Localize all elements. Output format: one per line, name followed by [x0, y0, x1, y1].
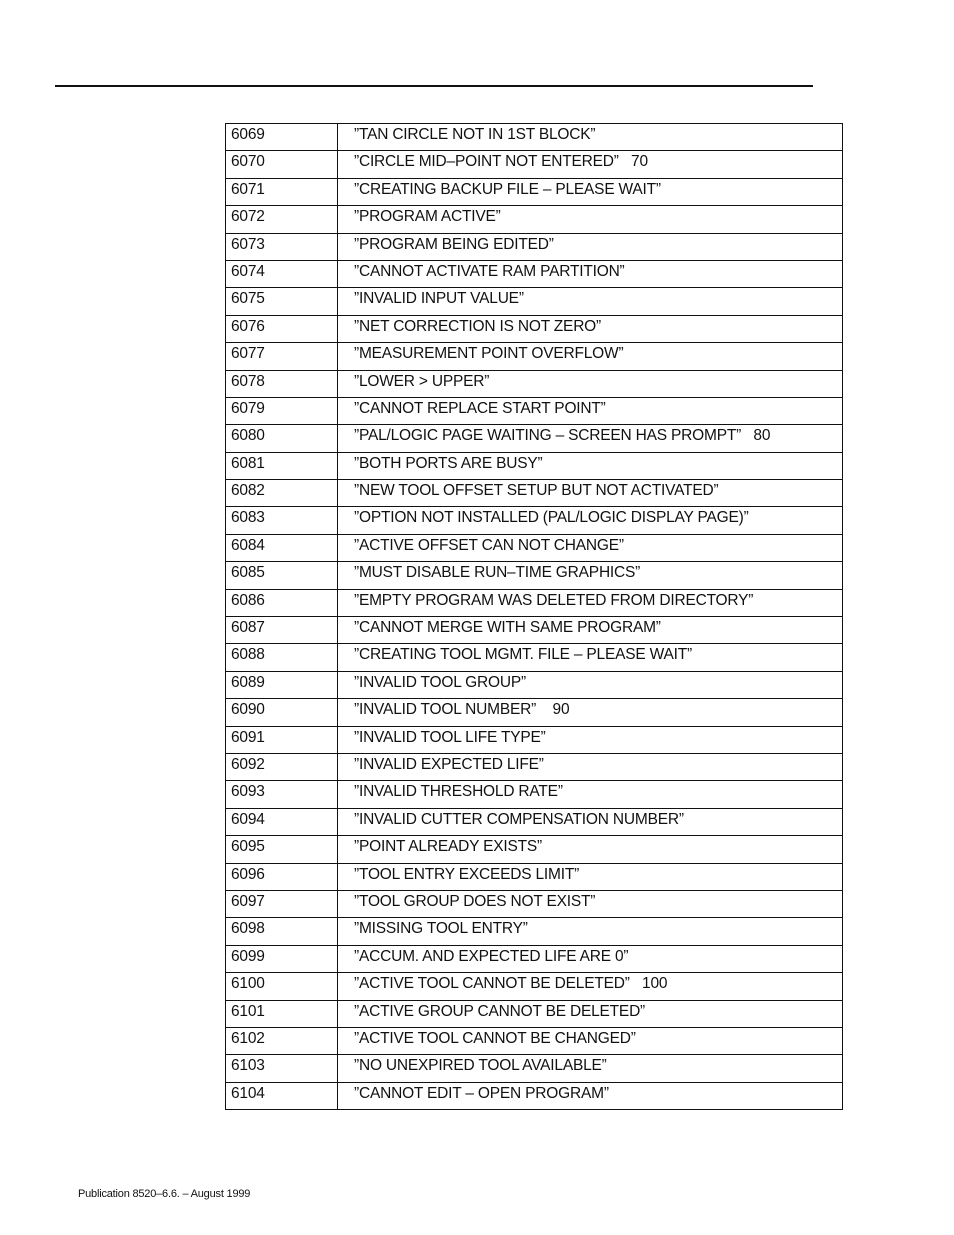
- error-code-cell: 6083: [226, 507, 338, 534]
- error-message-cell: ”INVALID THRESHOLD RATE”: [338, 781, 843, 808]
- error-code-cell: 6088: [226, 644, 338, 671]
- error-message-cell: ”CANNOT MERGE WITH SAME PROGRAM”: [338, 617, 843, 644]
- error-code-cell: 6072: [226, 206, 338, 233]
- error-message-cell: ”INVALID TOOL NUMBER” 90: [338, 699, 843, 726]
- error-message-cell: ”NET CORRECTION IS NOT ZERO”: [338, 315, 843, 342]
- table-row: [226, 370, 843, 397]
- error-code-cell: 6078: [226, 370, 338, 397]
- table-row: [226, 151, 843, 178]
- table-row: [226, 452, 843, 479]
- error-message-cell: ”NO UNEXPIRED TOOL AVAILABLE”: [338, 1055, 843, 1082]
- error-message-cell: ”PROGRAM ACTIVE”: [338, 206, 843, 233]
- error-code-cell: 6102: [226, 1027, 338, 1054]
- error-message-cell: ”INVALID INPUT VALUE”: [338, 288, 843, 315]
- error-message-cell: ”TOOL GROUP DOES NOT EXIST”: [338, 890, 843, 917]
- error-message-cell: ”INVALID CUTTER COMPENSATION NUMBER”: [338, 808, 843, 835]
- error-message-cell: ”PAL/LOGIC PAGE WAITING – SCREEN HAS PROMPT” 80: [338, 425, 843, 452]
- table-row: [226, 781, 843, 808]
- error-code-cell: 6103: [226, 1055, 338, 1082]
- error-message-cell: ”TOOL ENTRY EXCEEDS LIMIT”: [338, 863, 843, 890]
- error-code-cell: 6084: [226, 534, 338, 561]
- table-row: [226, 315, 843, 342]
- error-code-cell: 6080: [226, 425, 338, 452]
- error-code-cell: 6070: [226, 151, 338, 178]
- error-code-cell: 6077: [226, 343, 338, 370]
- error-code-cell: 6094: [226, 808, 338, 835]
- table-row: [226, 480, 843, 507]
- table-row: [226, 1082, 843, 1109]
- error-code-cell: 6104: [226, 1082, 338, 1109]
- error-code-cell: 6089: [226, 671, 338, 698]
- error-code-cell: 6090: [226, 699, 338, 726]
- error-message-cell: ”CREATING BACKUP FILE – PLEASE WAIT”: [338, 178, 843, 205]
- table-row: [226, 671, 843, 698]
- table-row: [226, 589, 843, 616]
- error-code-cell: 6093: [226, 781, 338, 808]
- table-row: [226, 206, 843, 233]
- error-code-cell: 6100: [226, 973, 338, 1000]
- error-message-cell: ”CANNOT EDIT – OPEN PROGRAM”: [338, 1082, 843, 1109]
- error-message-cell: ”PROGRAM BEING EDITED”: [338, 233, 843, 260]
- error-message-cell: ”INVALID EXPECTED LIFE”: [338, 753, 843, 780]
- error-code-cell: 6091: [226, 726, 338, 753]
- error-message-cell: ”ACTIVE OFFSET CAN NOT CHANGE”: [338, 534, 843, 561]
- error-code-cell: 6076: [226, 315, 338, 342]
- error-code-cell: 6092: [226, 753, 338, 780]
- error-code-cell: 6069: [226, 124, 338, 151]
- error-message-cell: ”ACTIVE GROUP CANNOT BE DELETED”: [338, 1000, 843, 1027]
- publication-footer: Publication 8520–6.6. – August 1999: [78, 1188, 251, 1200]
- error-code-cell: 6096: [226, 863, 338, 890]
- error-code-cell: 6098: [226, 918, 338, 945]
- error-code-table: [225, 123, 843, 1110]
- error-message-cell: ”ACCUM. AND EXPECTED LIFE ARE 0”: [338, 945, 843, 972]
- error-message-cell: ”INVALID TOOL LIFE TYPE”: [338, 726, 843, 753]
- table-row: [226, 507, 843, 534]
- error-code-cell: 6087: [226, 617, 338, 644]
- error-message-cell: ”ACTIVE TOOL CANNOT BE CHANGED”: [338, 1027, 843, 1054]
- error-code-cell: 6081: [226, 452, 338, 479]
- error-code-cell: 6099: [226, 945, 338, 972]
- table-row: [226, 644, 843, 671]
- table-row: [226, 918, 843, 945]
- table-row: [226, 699, 843, 726]
- table-row: [226, 343, 843, 370]
- table-row: [226, 260, 843, 287]
- table-row: [226, 1055, 843, 1082]
- table-row: [226, 945, 843, 972]
- error-message-cell: ”CANNOT REPLACE START POINT”: [338, 397, 843, 424]
- error-code-cell: 6074: [226, 260, 338, 287]
- table-row: [226, 1000, 843, 1027]
- error-message-cell: ”TAN CIRCLE NOT IN 1ST BLOCK”: [338, 124, 843, 151]
- error-message-cell: ”MUST DISABLE RUN–TIME GRAPHICS”: [338, 562, 843, 589]
- table-row: [226, 836, 843, 863]
- error-message-cell: ”ACTIVE TOOL CANNOT BE DELETED” 100: [338, 973, 843, 1000]
- table-row: [226, 397, 843, 424]
- error-code-cell: 6085: [226, 562, 338, 589]
- table-row: [226, 288, 843, 315]
- error-message-cell: ”CIRCLE MID–POINT NOT ENTERED” 70: [338, 151, 843, 178]
- error-message-cell: ”NEW TOOL OFFSET SETUP BUT NOT ACTIVATED”: [338, 480, 843, 507]
- error-message-cell: ”MISSING TOOL ENTRY”: [338, 918, 843, 945]
- table-row: [226, 562, 843, 589]
- error-code-cell: 6101: [226, 1000, 338, 1027]
- error-message-cell: ”CANNOT ACTIVATE RAM PARTITION”: [338, 260, 843, 287]
- error-message-cell: ”MEASUREMENT POINT OVERFLOW”: [338, 343, 843, 370]
- table-row: [226, 973, 843, 1000]
- error-message-cell: ”OPTION NOT INSTALLED (PAL/LOGIC DISPLAY PAGE)”: [338, 507, 843, 534]
- error-message-cell: ”BOTH PORTS ARE BUSY”: [338, 452, 843, 479]
- table-row: [226, 233, 843, 260]
- table-row: [226, 124, 843, 151]
- table-row: [226, 178, 843, 205]
- error-code-cell: 6095: [226, 836, 338, 863]
- error-code-cell: 6073: [226, 233, 338, 260]
- table-row: [226, 425, 843, 452]
- table-row: [226, 1027, 843, 1054]
- error-code-cell: 6086: [226, 589, 338, 616]
- error-message-cell: ”INVALID TOOL GROUP”: [338, 671, 843, 698]
- table-row: [226, 753, 843, 780]
- error-message-cell: ”LOWER > UPPER”: [338, 370, 843, 397]
- error-code-cell: 6097: [226, 890, 338, 917]
- error-code-cell: 6075: [226, 288, 338, 315]
- table-row: [226, 617, 843, 644]
- table-row: [226, 726, 843, 753]
- error-message-cell: ”POINT ALREADY EXISTS”: [338, 836, 843, 863]
- error-code-cell: 6079: [226, 397, 338, 424]
- error-code-table-body: [226, 124, 843, 1110]
- table-row: [226, 534, 843, 561]
- table-row: [226, 808, 843, 835]
- error-code-cell: 6082: [226, 480, 338, 507]
- table-row: [226, 863, 843, 890]
- error-message-cell: ”EMPTY PROGRAM WAS DELETED FROM DIRECTORY”: [338, 589, 843, 616]
- error-message-cell: ”CREATING TOOL MGMT. FILE – PLEASE WAIT”: [338, 644, 843, 671]
- header-rule: [55, 85, 813, 87]
- error-code-cell: 6071: [226, 178, 338, 205]
- table-row: [226, 890, 843, 917]
